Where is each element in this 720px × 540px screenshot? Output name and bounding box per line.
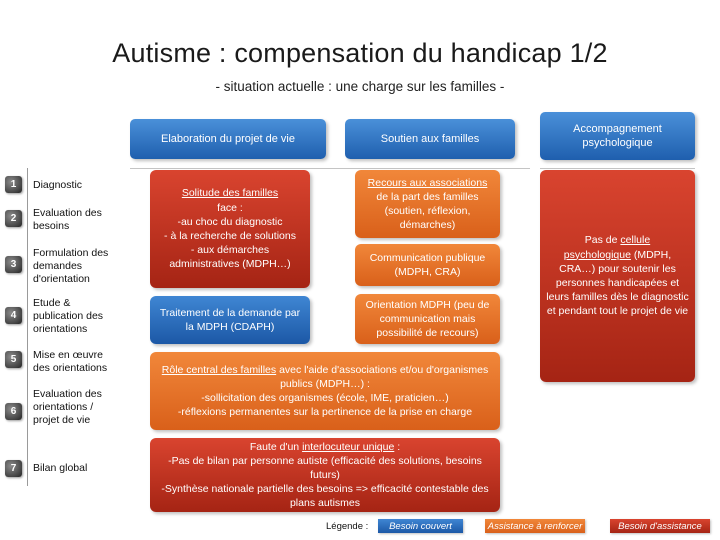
role-header: Rôle central des familles avec l'aide d'associations et/ou d'organismes publics (MDPH…) :	[161, 363, 489, 390]
psy-link-cellule: cellule	[620, 234, 651, 247]
column-header-soutien-familles: Soutien aux familles	[345, 119, 515, 159]
faute-body: -Pas de bilan par personne autiste (efficacité des solutions, besoins futurs) -Synthèse nationale partielle des besoins => efficacité contestable des plans autismes	[161, 454, 489, 510]
step-1-number: 1	[5, 176, 22, 193]
step-4-label: Etude & publication des orientations	[33, 297, 104, 336]
legend-besoin-assistance: Besoin d'assistance	[610, 519, 710, 533]
separator-line	[130, 168, 530, 169]
step-3-label: Formulation des demandes d'orientation	[33, 247, 109, 286]
step-5-label: Mise en œuvre des orientations	[33, 349, 108, 375]
legend-assistance-renforcer: Assistance à renforcer	[485, 519, 585, 533]
step-5-number: 5	[5, 351, 22, 368]
column-header-projet-de-vie: Elaboration du projet de vie	[130, 119, 326, 159]
step-1-label: Diagnostic	[33, 179, 83, 191]
role-body: -sollicitation des organismes (école, IME, praticien…) -réflexions permanentes sur la pertinence de la prise en charge	[177, 392, 473, 419]
box-communication-publique: Communication publique (MDPH, CRA)	[355, 244, 500, 286]
step-4-number: 4	[5, 307, 22, 324]
box-recours-associations	[355, 170, 500, 238]
step-2-number: 2	[5, 210, 22, 227]
solitude-body: face : -au choc du diagnostic - à la recherche de solutions - aux démarches administratives (MDPH…)	[164, 201, 296, 271]
step-7-number: 7	[5, 460, 22, 477]
box-faute-interlocuteur	[150, 438, 500, 512]
step-2-label: Evaluation des besoins	[33, 207, 102, 233]
psy-link-psychologique: psychologique	[563, 248, 631, 261]
separator-line-right	[540, 168, 695, 169]
column-header-accompagnement-psy: Accompagnement psychologique	[540, 112, 695, 160]
page-subtitle: - situation actuelle : une charge sur les familles -	[215, 79, 505, 94]
page-title: Autisme : compensation du handicap 1/2	[112, 38, 608, 68]
box-role-central-familles	[150, 352, 500, 430]
box-orientation-mdph: Orientation MDPH (peu de communication mais possibilité de recours)	[355, 294, 500, 344]
solitude-title: Solitude des familles	[181, 187, 279, 200]
faute-header: Faute d'un interlocuteur unique :	[249, 440, 401, 453]
step-3-number: 3	[5, 256, 22, 273]
step-6-label: Evaluation des orientations / projet de vie	[33, 388, 102, 427]
legend-label: Légende :	[326, 521, 369, 532]
psy-text: Pas de cellule psychologique (MDPH, CRA…) pour soutenir les personnes handicapées et leurs familles dès le diagnostic et pendant tout le projet de vie	[546, 234, 689, 318]
box-traitement-demande: Traitement de la demande par la MDPH (CDAPH)	[150, 296, 310, 344]
legend-besoin-couvert: Besoin couvert	[378, 519, 463, 533]
recours-body: de la part des familles (soutien, réflexion, démarches)	[376, 190, 479, 232]
timeline-axis	[27, 168, 28, 486]
box-solitude-familles	[150, 170, 310, 288]
step-6-number: 6	[5, 403, 22, 420]
box-accompagnement-psy	[540, 170, 695, 382]
step-7-label: Bilan global	[33, 462, 88, 474]
recours-title: Recours aux associations	[367, 176, 488, 189]
